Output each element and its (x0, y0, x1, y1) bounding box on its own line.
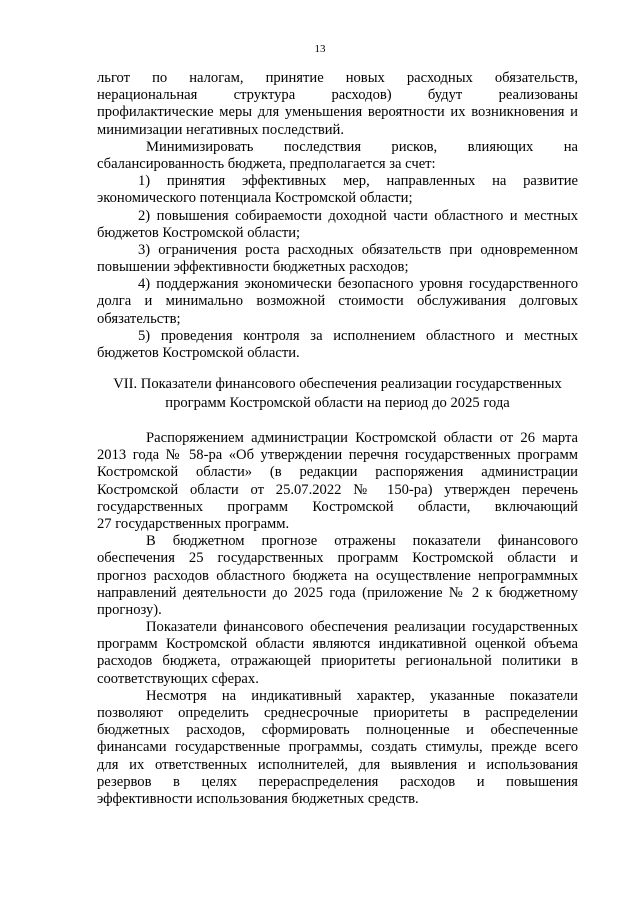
text-line: нерациональная структура расходов) будут реализованы (97, 87, 578, 104)
paragraphs-risks (97, 70, 578, 362)
list-item: 2) повышения собираемости доходной части областного и местных (138, 207, 578, 224)
text-line: направлений деятельности до 2025 года (приложение № 2 к бюджетному (97, 584, 578, 601)
text-line: 2013 года № 58-ра «Об утверждении перечня государственных программ (97, 447, 578, 464)
text-line: профилактические меры для уменьшения вероятности их возникновения и (97, 104, 578, 121)
text-line: обеспечения 25 государственных программ Костромской области и (97, 550, 578, 567)
text-line: обязательств; (97, 310, 181, 327)
text-line: прогнозу). (97, 601, 162, 618)
text-line: сбалансированность бюджета, предполагается за счет: (97, 155, 436, 172)
text-line: Костромской области» (в редакции распоряжения администрации (97, 464, 578, 481)
page-number: 13 (314, 43, 326, 55)
text-line: экономического потенциала Костромской области; (97, 190, 413, 207)
text-line: долга и минимально возможной стоимости обслуживания долговых (97, 293, 578, 310)
text-line: Минимизировать последствия рисков, влияющих на (146, 138, 578, 155)
list-item: 5) проведения контроля за исполнением областного и местных (138, 327, 578, 344)
text-line: для их ответственных исполнителей, для выявления и использования (97, 756, 578, 773)
text-line: Костромской области от 25.07.2022 № 150-ра) утвержден перечень (97, 481, 578, 498)
text-line: повышении эффективности бюджетных расходов; (97, 259, 409, 276)
text-line: В бюджетном прогнозе отражены показатели финансового (146, 533, 578, 550)
text-line: 27 государственных программ. (97, 515, 290, 532)
list-item: 3) ограничения роста расходных обязательств при одновременном (138, 241, 578, 258)
text-line: Распоряжением администрации Костромской области от 26 марта (146, 430, 578, 446)
list-item: 4) поддержания экономически безопасного уровня государственного (138, 276, 578, 293)
text-line: эффективности использования бюджетных средств. (97, 790, 419, 807)
text-line: льгот по налогам, принятие новых расходных обязательств, (97, 70, 578, 86)
heading-line: VII. Показатели финансового обеспечения реализации государственных (113, 376, 562, 392)
text-line: расходов бюджета, отражающей приоритеты региональной политики в (97, 653, 578, 670)
text-line: бюджетных расходов, сформировать полноценные и обеспеченные (97, 722, 578, 739)
text-line: прогноз расходов областного бюджета на осуществление непрограммных (97, 567, 578, 584)
list-item: 1) принятия эффективных мер, направленных на развитие (138, 173, 578, 190)
text-line: бюджетов Костромской области; (97, 224, 301, 241)
text-line: резервов в целях перераспределения расходов и повышения (97, 773, 578, 790)
text-line: минимизации негативных последствий. (97, 121, 344, 138)
text-line: программ Костромской области являются индикативной оценкой объема (97, 636, 578, 653)
text-line: Несмотря на индикативный характер, указанные показатели (146, 687, 578, 704)
heading-line: программ Костромской области на период до 2025 года (165, 395, 510, 411)
paragraphs-programs (97, 430, 578, 808)
text-line: бюджетов Костромской области. (97, 345, 300, 361)
text-line: позволяют определить среднесрочные приоритеты в распределении (97, 705, 578, 721)
text-line: государственных программ Костромской области, включающий (97, 498, 578, 515)
section-heading (97, 375, 578, 413)
text-line: Показатели финансового обеспечения реализации государственных (146, 619, 578, 636)
text-line: соответствующих сферах. (97, 670, 259, 687)
text-line: финансами государственные программы, создать стимулы, прежде всего (97, 739, 578, 756)
